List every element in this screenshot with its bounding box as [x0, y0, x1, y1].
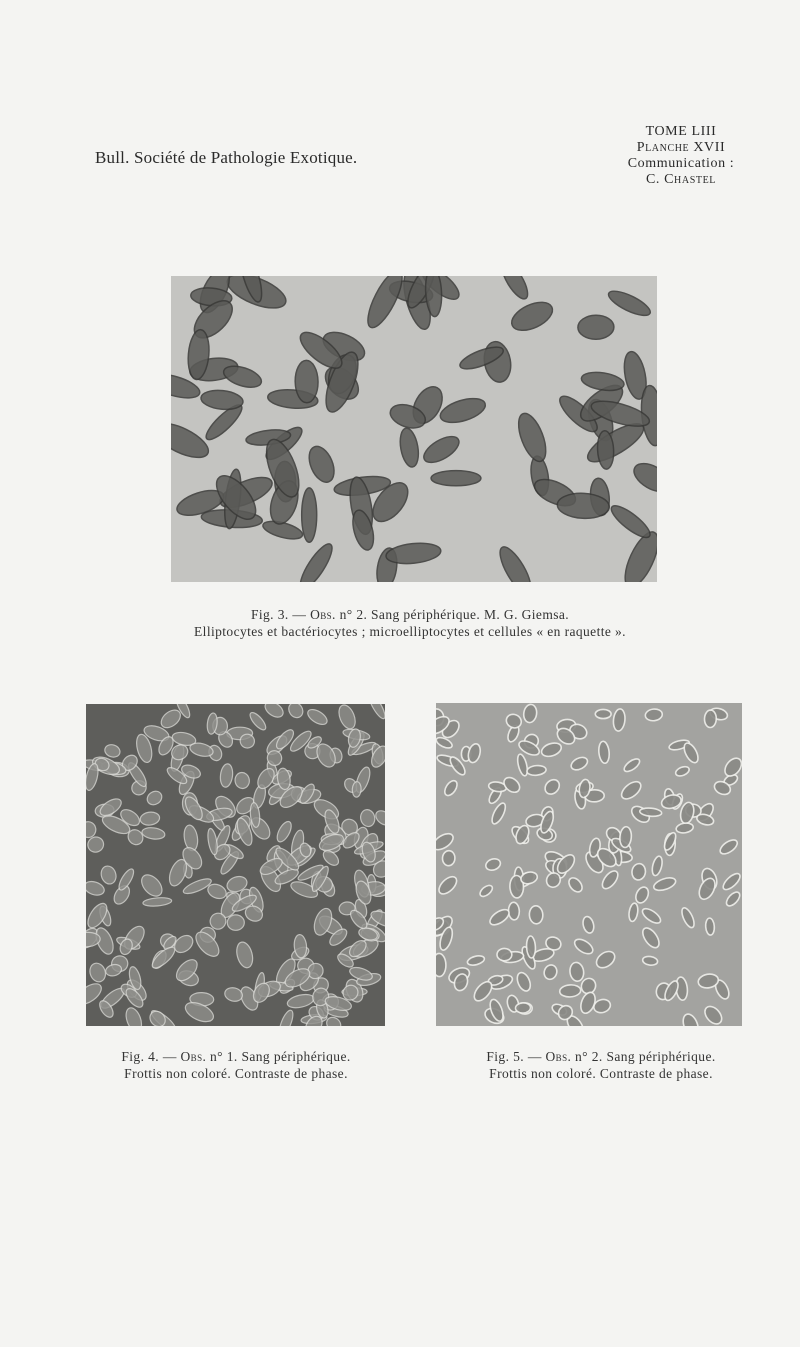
figure-4-caption-line2: Frottis non coloré. Contraste de phase. [124, 1066, 348, 1081]
tome-label: TOME LIII [645, 124, 717, 139]
blood-cell [436, 953, 446, 976]
journal-title: Bull. Société de Pathologie Exotique. [95, 148, 358, 167]
figure-3-caption-line1 [100, 606, 720, 623]
plate-info [516, 124, 736, 188]
figure-4-micrograph [86, 704, 385, 1026]
figure-3-caption-obs: Obs. [310, 607, 336, 622]
figure-3-caption [100, 606, 720, 640]
blood-cell [431, 471, 481, 486]
blood-cell [595, 709, 611, 718]
blood-cell [704, 710, 716, 728]
figure-5-micrograph [436, 703, 742, 1026]
blood-cell [705, 918, 715, 936]
figure-5-caption [436, 1048, 766, 1082]
blood-cell [352, 781, 362, 797]
figure-4-caption-obs: Obs. [180, 1049, 207, 1064]
figure-5-caption-line1 [436, 1048, 766, 1065]
blood-cell [295, 360, 319, 403]
plate-label: Planche XVII [636, 140, 726, 155]
figure-5-caption-rest: n° 2. Sang périphérique. [571, 1049, 716, 1064]
blood-cell [508, 902, 520, 920]
blood-cell [526, 936, 536, 958]
blood-cell [302, 488, 317, 542]
figure-3-caption-rest: n° 2. Sang périphérique. M. G. Giemsa. [335, 607, 570, 622]
author-label: C. Chastel [645, 172, 716, 187]
figure-5-caption-prefix: Fig. 5. — [486, 1049, 546, 1064]
figure-3-caption-line2: Elliptocytes et bactériocytes ; microelliptocytes et cellules « en raquette ». [194, 624, 626, 639]
figure-4-caption-line1 [86, 1048, 386, 1065]
figure-3-caption-prefix: Fig. 3. — [250, 607, 311, 622]
blood-cell [515, 1002, 531, 1013]
figure-5-caption-obs: Obs. [545, 1049, 572, 1064]
blood-cell [497, 948, 512, 961]
figure-4-caption-prefix: Fig. 4. — [121, 1049, 181, 1064]
blood-cell [529, 905, 544, 924]
figure-3-micrograph [171, 276, 657, 582]
figure-5-caption-line2: Frottis non coloré. Contraste de phase. [489, 1066, 713, 1081]
blood-cell [559, 984, 581, 997]
blood-cell [442, 850, 455, 866]
blood-cell [578, 315, 614, 340]
figure-3-image [171, 276, 657, 582]
blood-cell [227, 915, 244, 931]
figure-4-caption-rest: n° 1. Sang périphérique. [206, 1049, 351, 1064]
figure-4-image [86, 704, 385, 1026]
figure-4-caption [86, 1048, 386, 1082]
figure-5-image [436, 703, 742, 1026]
communication-label: Communication : [627, 156, 735, 171]
